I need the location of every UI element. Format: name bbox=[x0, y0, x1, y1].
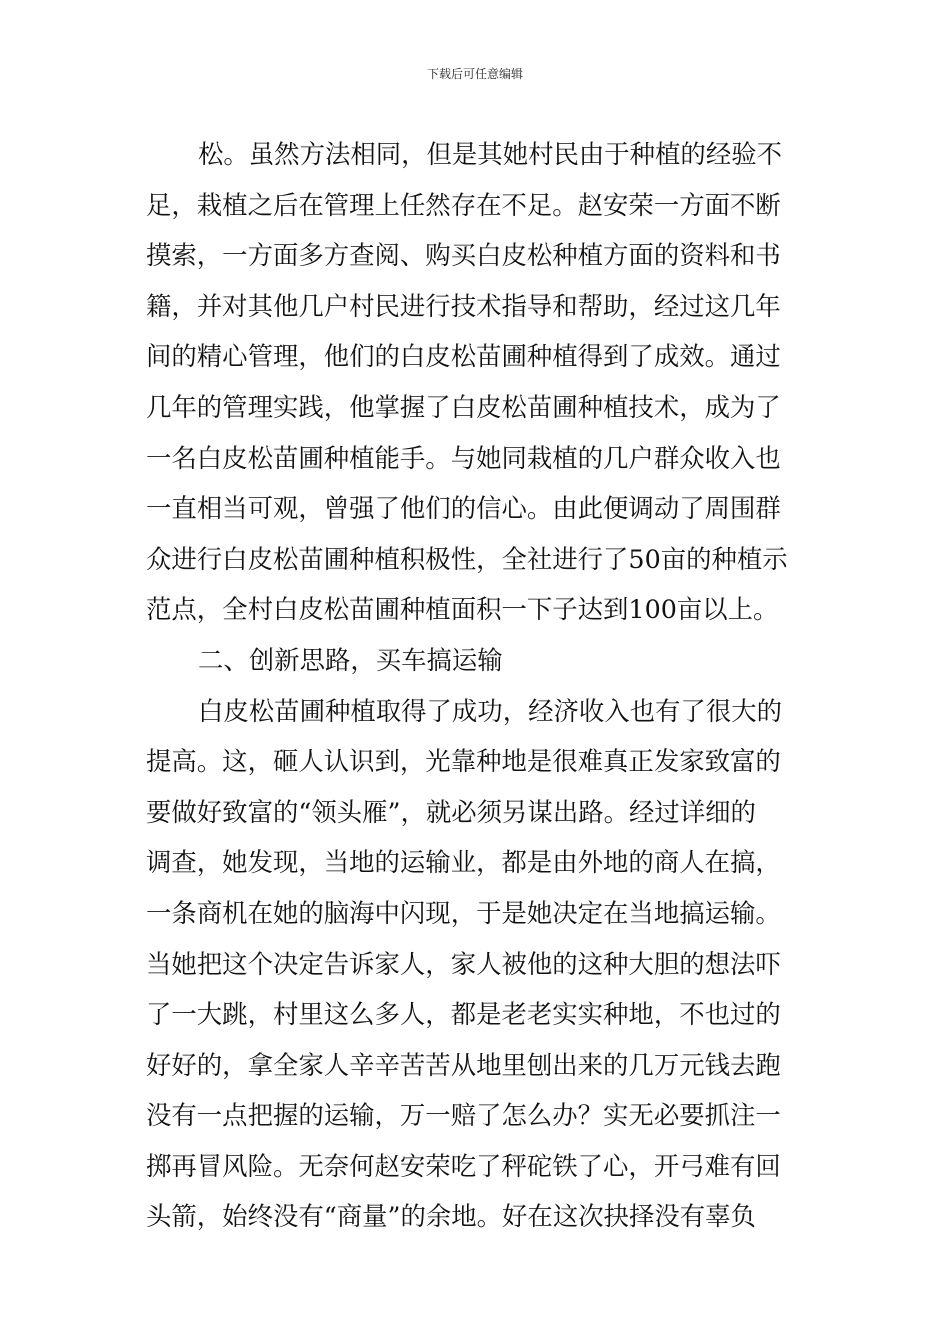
section-heading: 二、创新思路，买车搞运输 bbox=[198, 644, 503, 675]
paragraph-line: 松。虽然方法相同，但是其她村民由于种植的经验不 bbox=[198, 139, 782, 169]
paragraph-line: 要做好致富的“领头雁”，就必须另谋出路。经过详细的 bbox=[146, 796, 756, 827]
paragraph-line: 没有一点把握的运输，万一赔了怎么办？实无必要抓注一 bbox=[146, 1100, 781, 1131]
paragraph-line: 调查，她发现，当地的运输业，都是由外地的商人在搞， bbox=[146, 847, 781, 878]
paragraph-line: 摸索，一方面多方查阅、购买白皮松种植方面的资料和书 bbox=[146, 240, 781, 271]
paragraph-line: 范点，全村白皮松苗圃种植面积一下子达到100亩以上。 bbox=[146, 594, 779, 625]
paragraph-line: 白皮松苗圃种植取得了成功，经济收入也有了很大的 bbox=[198, 695, 782, 726]
document-body bbox=[146, 129, 808, 1242]
page-header: 下载后可任意编辑 bbox=[426, 67, 523, 81]
paragraph-line: 众进行白皮松苗圃种植积极性，全社进行了50亩的种植示 bbox=[146, 543, 788, 574]
paragraph-line: 几年的管理实践，他掌握了白皮松苗圃种植技术，成为了 bbox=[146, 391, 781, 422]
paragraph-line: 足，栽植之后在管理上任然存在不足。赵安荣一方面不断 bbox=[146, 189, 781, 220]
paragraph-line: 提高。这，砸人认识到，光靠种地是很难真正发家致富的 bbox=[146, 746, 781, 777]
paragraph-line: 掷再冒风险。无奈何赵安荣吃了秤砣铁了心，开弓难有回 bbox=[146, 1150, 781, 1181]
paragraph-line: 籍，并对其他几户村民进行技术指导和帮助，经过这几年 bbox=[146, 290, 781, 321]
paragraph-line: 头箭，始终没有“商量”的余地。好在这次抉择没有辜负 bbox=[146, 1201, 756, 1232]
paragraph-line: 了一大跳，村里这么多人，都是老老实实种地，不也过的 bbox=[146, 999, 781, 1030]
paragraph-line: 好好的，拿全家人辛辛苦苦从地里刨出来的几万元钱去跑 bbox=[146, 1049, 781, 1080]
paragraph-line: 一名白皮松苗圃种植能手。与她同栽植的几户群众收入也 bbox=[146, 442, 781, 473]
paragraph-line: 一条商机在她的脑海中闪现，于是她决定在当地搞运输。 bbox=[146, 897, 781, 928]
paragraph-line: 一直相当可观，曾强了他们的信心。由此便调动了周围群 bbox=[146, 493, 781, 524]
paragraph-line: 当她把这个决定告诉家人，家人被他的这种大胆的想法吓 bbox=[146, 948, 781, 979]
paragraph-line: 间的精心管理，他们的白皮松苗圃种植得到了成效。通过 bbox=[146, 341, 781, 372]
